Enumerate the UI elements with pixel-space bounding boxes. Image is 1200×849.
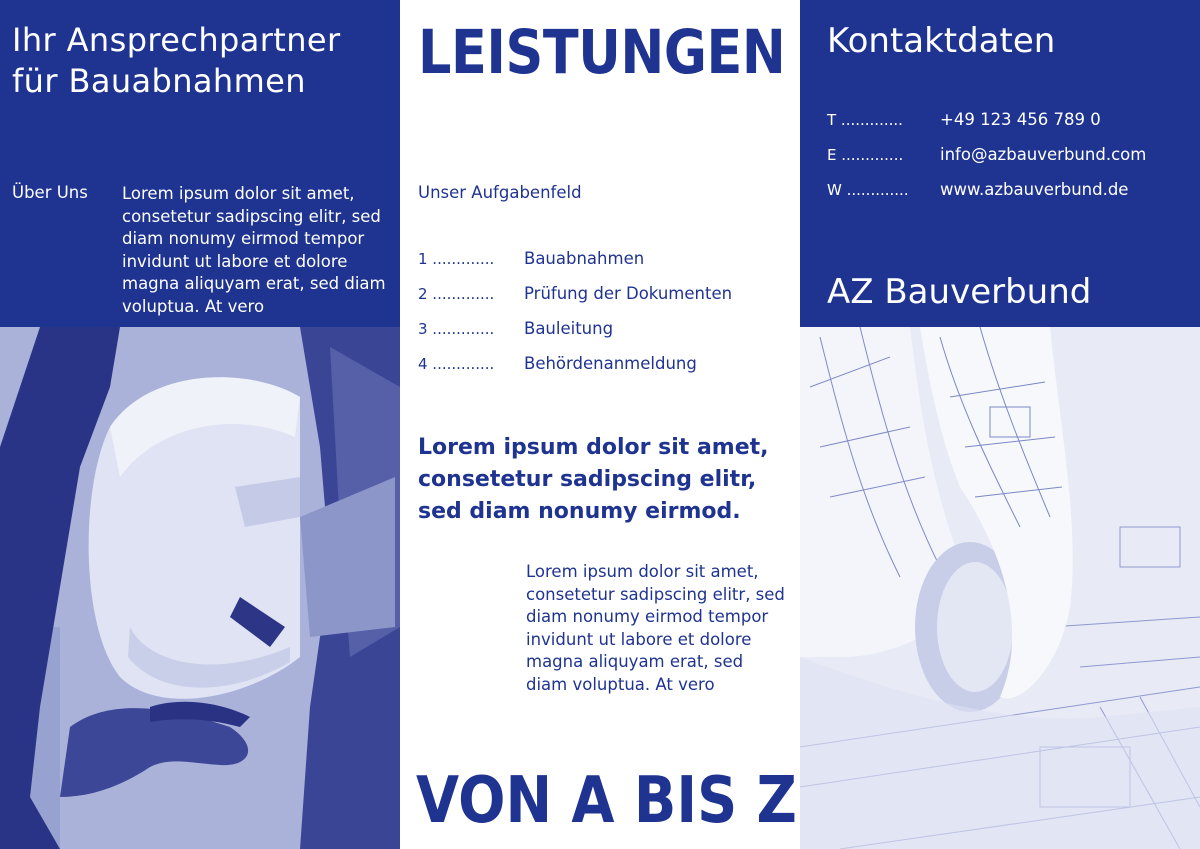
task-label: Behördenanmeldung <box>524 354 697 373</box>
contact-key: E ............. <box>827 146 904 164</box>
slogan: VON A BIS Z <box>416 764 797 838</box>
services-title: LEISTUNGEN <box>418 17 786 88</box>
company-name: AZ Bauverbund <box>827 272 1092 312</box>
contact-email-row <box>827 145 1197 180</box>
contact-list <box>827 110 1197 215</box>
list-item <box>418 249 788 284</box>
services-body-text: Lorem ipsum dolor sit amet, consetetur sadipscing elitr, sed diam nonumy eirmod tempor invidunt ut labore et dolore magna aliquyam erat, sed diam voluptua. At vero <box>526 562 785 694</box>
website-link[interactable]: www.azbauverbund.de <box>940 180 1129 199</box>
services-heading: Lorem ipsum dolor sit amet, consetetur sadipscing elitr, sed diam nonumy eirmod. <box>418 435 769 524</box>
contact-web-row <box>827 180 1197 215</box>
contact-title: Kontaktdaten <box>827 21 1056 61</box>
panel-about <box>0 0 400 849</box>
contact-key: T ............. <box>827 111 903 129</box>
task-label: Prüfung der Dokumenten <box>524 284 733 303</box>
title-line-1: Ihr Ansprechpartner <box>12 21 341 59</box>
phone-number[interactable]: +49 123 456 789 0 <box>940 110 1101 129</box>
task-list <box>418 249 788 389</box>
blueprints-photo <box>800 327 1200 849</box>
task-label: Bauabnahmen <box>524 249 645 268</box>
task-number: 3 ............. <box>418 320 495 338</box>
title-line-2: für Bauabnahmen <box>12 62 306 100</box>
task-number: 2 ............. <box>418 285 495 303</box>
list-item <box>418 354 788 389</box>
email-link[interactable]: info@azbauverbund.com <box>940 145 1147 164</box>
contact-phone-row <box>827 110 1197 145</box>
worker-hard-hat-photo <box>0 327 400 849</box>
services-subtitle: Unser Aufgabenfeld <box>418 183 582 202</box>
contact-key: W ............. <box>827 181 909 199</box>
page-title <box>12 20 392 102</box>
list-item <box>418 319 788 354</box>
task-number: 4 ............. <box>418 355 495 373</box>
list-item <box>418 284 788 319</box>
about-label: Über Uns <box>12 183 88 202</box>
panel-contact <box>800 0 1200 849</box>
task-label: Bauleitung <box>524 319 614 338</box>
panel-services <box>400 0 800 849</box>
about-text: Lorem ipsum dolor sit amet, consetetur sadipscing elitr, sed diam nonumy eirmod tempor invidunt ut labore et dolore magna aliquyam erat, sed diam voluptua. At vero <box>122 184 386 316</box>
task-number: 1 ............. <box>418 250 495 268</box>
